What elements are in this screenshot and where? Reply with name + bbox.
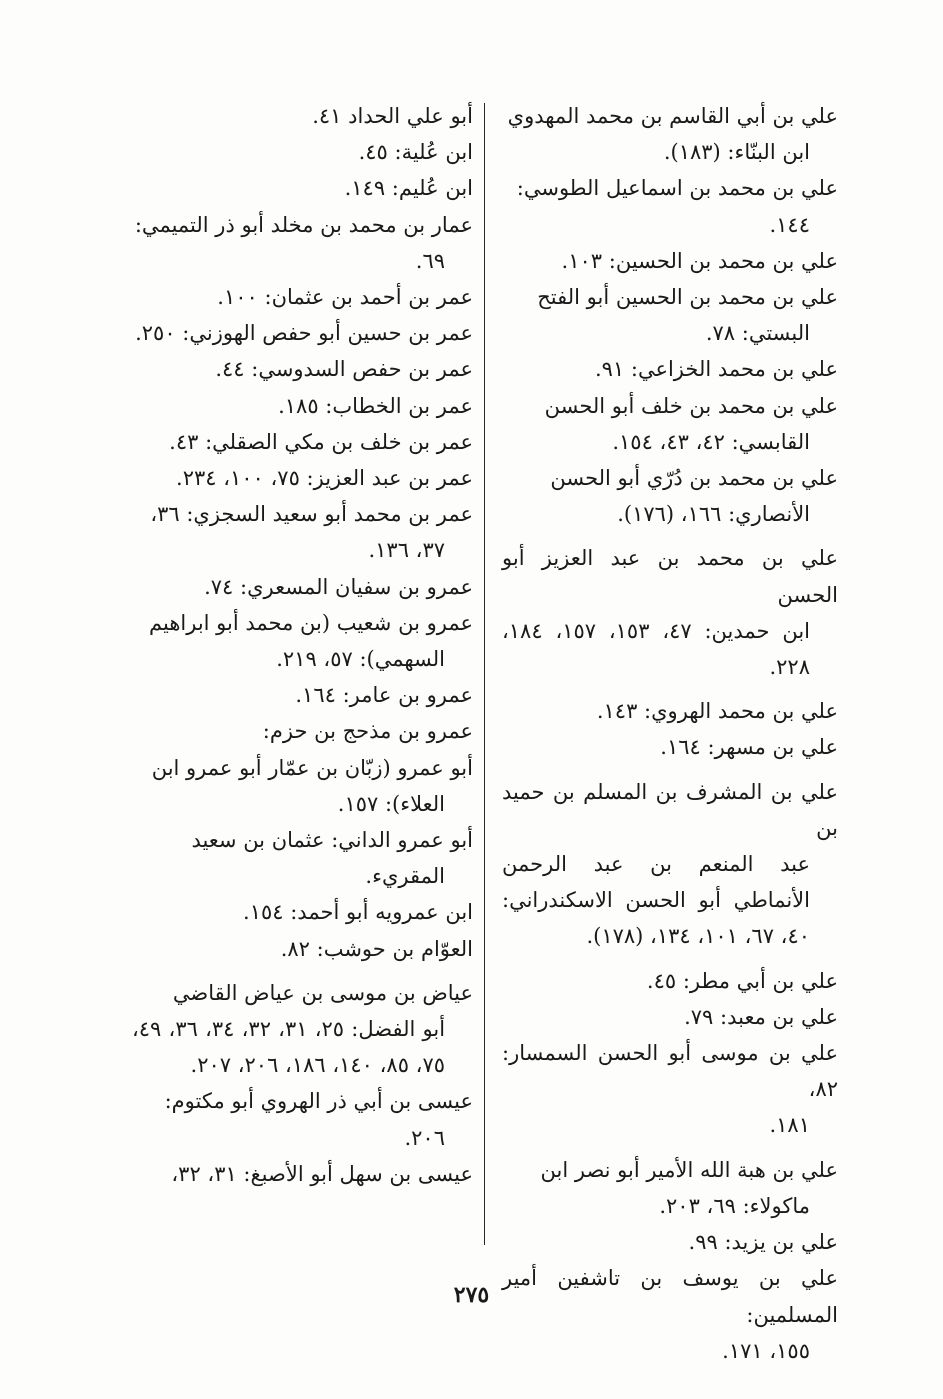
entry-heading: عمار بن محمد بن مخلد أبو ذر التميمي: (134, 212, 473, 237)
index-entry (132, 750, 473, 822)
index-entry (132, 713, 473, 749)
entry-heading: أبو علي الحداد ٤١. (312, 104, 473, 128)
entry-continuation: القابسي: ٤٢، ٤٣، ١٥٤. (612, 429, 810, 454)
index-entry (502, 1224, 838, 1260)
index-entry (502, 963, 838, 999)
entry-continuation: عبد المنعم بن عبد الرحمن الأنماطي أبو الحسن الاسكندراني: ٤٠، ٦٧، ١٠١، ١٣٤، (١٧٨). (502, 852, 810, 949)
entry-heading: علي بن المشرف بن المسلم بن حميد بن (502, 779, 838, 840)
entry-continuation: ٦٩. (415, 248, 445, 273)
index-entry (132, 1156, 473, 1192)
index-entry (132, 351, 473, 387)
entry-heading: علي بن محمد الخزاعي: ٩١. (594, 357, 838, 382)
entry-heading: عمر بن محمد أبو سعيد السجزي: ٣٦، (150, 502, 473, 527)
entry-spacer (502, 766, 838, 774)
page-number: ٢٧٥ (453, 1282, 490, 1308)
index-entry (502, 351, 838, 387)
index-entry (502, 388, 838, 460)
index-entry (502, 693, 838, 729)
index-entry (502, 999, 838, 1035)
index-entry (502, 1035, 838, 1144)
index-entry (132, 424, 473, 460)
index-entry (132, 98, 473, 134)
entry-heading: أبو عمرو (زبّان بن عمّار أبو عمرو ابن (151, 755, 473, 780)
entry-spacer (502, 532, 838, 540)
entry-heading: ابن عُلية: ٤٥. (358, 140, 473, 165)
entry-heading: علي بن موسى أبو الحسن السمسار: ٨٢، (502, 1041, 838, 1102)
index-entry (132, 1083, 473, 1155)
entry-heading: علي بن محمد بن الحسين أبو الفتح (537, 285, 838, 310)
index-entry (132, 279, 473, 315)
entry-heading: عمر بن عبد العزيز: ٧٥، ١٠٠، ٢٣٤. (176, 466, 473, 491)
entry-heading: عمر بن حسين أبو حفص الهوزني: ٢٥٠. (135, 321, 473, 346)
index-entry (132, 170, 473, 206)
entry-heading: عمر بن خلف بن مكي الصقلي: ٤٣. (169, 429, 473, 454)
entry-heading: عمرو بن سفيان المسعري: ٧٤. (204, 574, 473, 599)
entry-continuation: السهمي): ٥٧، ٢١٩. (276, 647, 445, 672)
index-entry (132, 822, 473, 894)
entry-heading: عيسى بن سهل أبو الأصبغ: ٣١، ٣٢، (171, 1161, 473, 1186)
entry-heading: علي بن معبد: ٧٩. (684, 1004, 838, 1029)
index-entry (502, 774, 838, 955)
entry-continuation: ابن حمدين: ٤٧، ١٥٣، ١٥٧، ١٨٤، ٢٢٨. (502, 618, 810, 680)
entry-heading: علي بن محمد بن اسماعيل الطوسي: (516, 176, 838, 201)
entry-heading: علي بن يزيد: ٩٩. (688, 1230, 838, 1255)
entry-continuation: ٢٠٦. (404, 1125, 445, 1150)
index-entry (132, 388, 473, 424)
entry-continuation: ماكولاء: ٦٩، ٢٠٣. (659, 1193, 810, 1218)
index-entry (502, 279, 838, 351)
index-entry (132, 569, 473, 605)
index-entry (502, 460, 838, 532)
index-entry (502, 243, 838, 279)
index-entry (502, 170, 838, 242)
entry-heading: عيسى بن أبي ذر الهروي أبو مكتوم: (164, 1089, 473, 1114)
entry-spacer (502, 1144, 838, 1152)
index-entry (132, 677, 473, 713)
entry-continuation: ١٤٤. (769, 212, 810, 237)
index-entry (502, 1152, 838, 1224)
index-entry (132, 207, 473, 279)
entry-heading: علي بن أبي مطر: ٤٥. (646, 968, 838, 993)
entry-continuation: الأنصاري: ١٦٦، (١٧٦). (617, 502, 810, 527)
index-entry (132, 605, 473, 677)
entry-heading: عمرو بن شعيب (بن محمد أبو ابراهيم (149, 610, 473, 635)
entry-heading: ابن عمرويه أبو أحمد: ١٥٤. (243, 900, 473, 925)
entry-heading: ابن عُليم: ١٤٩. (344, 176, 473, 201)
entry-heading: عمرو بن مذحج بن حزم: (262, 719, 473, 744)
index-entry (502, 98, 838, 170)
entry-continuation: البستي: ٧٨. (705, 321, 810, 346)
entry-heading: علي بن هبة الله الأمير أبو نصر ابن (540, 1157, 838, 1182)
entry-heading: علي بن محمد بن الحسين: ١٠٣. (561, 248, 838, 273)
entry-continuation: أبو الفضل: ٢٥، ٣١، ٣٢، ٣٤، ٣٦، ٤٩، ٧٥، ٨٥، ١٤٠، ١٨٦، ٢٠٦، ٢٠٧. (132, 1017, 446, 1078)
entry-continuation: ابن البنّاء: (١٨٣). (663, 140, 810, 165)
entry-continuation: ١٥٥، ١٧١. (722, 1338, 810, 1363)
column-divider (484, 103, 485, 1245)
index-column-left (132, 98, 473, 1192)
index-entry (502, 729, 838, 765)
entry-heading: عمر بن حفص السدوسي: ٤٤. (215, 357, 473, 382)
entry-heading: عمرو بن عامر: ١٦٤. (295, 683, 473, 708)
entry-heading: عمر بن الخطاب: ١٨٥. (278, 393, 473, 418)
index-entry (502, 1260, 838, 1369)
index-entry (132, 975, 473, 1084)
index-entry (132, 496, 473, 568)
entry-heading: علي بن محمد الهروي: ١٤٣. (596, 699, 838, 724)
index-column-right (502, 98, 838, 1369)
entry-spacer (502, 955, 838, 963)
entry-heading: أبو عمرو الداني: عثمان بن سعيد (191, 828, 473, 853)
entry-continuation: ١٨١. (769, 1113, 810, 1138)
entry-spacer (132, 967, 473, 975)
entry-heading: عياض بن موسى بن عياض القاضي (172, 980, 473, 1005)
entry-continuation: ٣٧، ١٣٦. (368, 538, 445, 563)
index-entry (132, 134, 473, 170)
index-entry (132, 460, 473, 496)
index-entry (132, 315, 473, 351)
entry-heading: علي بن محمد بن دُرّي أبو الحسن (550, 466, 838, 491)
entry-heading: علي بن يوسف بن تاشفين أمير المسلمين: (502, 1266, 838, 1327)
entry-heading: علي بن محمد بن خلف أبو الحسن (544, 393, 838, 418)
entry-heading: علي بن مسهر: ١٦٤. (660, 735, 838, 760)
index-entry (502, 540, 838, 685)
index-entry (132, 931, 473, 967)
entry-heading: العوّام بن حوشب: ٨٢. (280, 936, 473, 961)
entry-heading: علي بن محمد بن عبد العزيز أبو الحسن (502, 546, 838, 607)
entry-continuation: المقريء. (365, 864, 445, 889)
entry-heading: عمر بن أحمد بن عثمان: ١٠٠. (217, 285, 473, 310)
entry-spacer (502, 685, 838, 693)
index-entry (132, 894, 473, 930)
entry-heading: علي بن أبي القاسم بن محمد المهدوي (507, 104, 838, 128)
entry-continuation: العلاء): ١٥٧. (337, 791, 445, 816)
